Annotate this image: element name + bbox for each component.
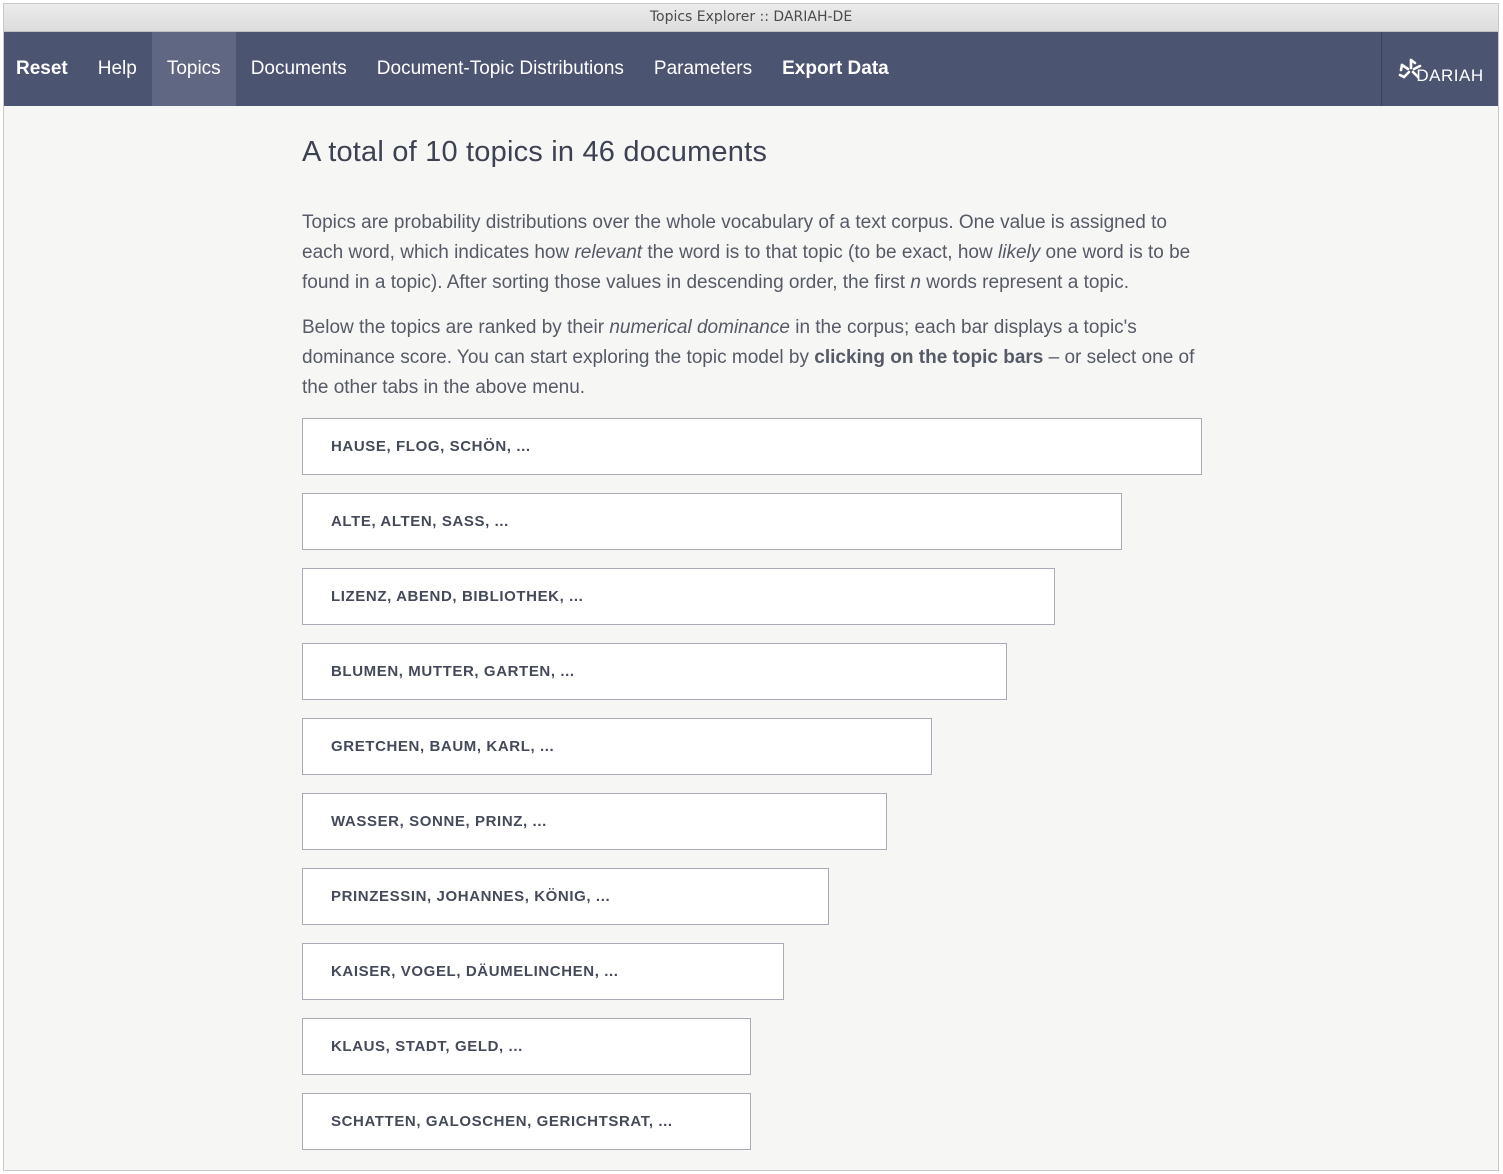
- page-title: A total of 10 topics in 46 documents: [302, 136, 768, 168]
- nav-topics[interactable]: Topics: [152, 32, 236, 106]
- topic-bar[interactable]: WASSER, SONNE, PRINZ, ...: [302, 793, 887, 850]
- topic-bar[interactable]: GRETCHEN, BAUM, KARL, ...: [302, 718, 932, 775]
- window-title: Topics Explorer :: DARIAH-DE: [4, 4, 1498, 32]
- topic-bar[interactable]: HAUSE, FLOG, SCHÖN, ...: [302, 418, 1202, 475]
- topic-bar[interactable]: LIZENZ, ABEND, BIBLIOTHEK, ...: [302, 568, 1055, 625]
- intro-paragraph-2: Below the topics are ranked by their numerical dominance in the corpus; each bar displays a topic's dominance score. You can start exploring the topic model by clicking on the topic bars – or select one of the other tabs in the above menu.: [302, 317, 1195, 398]
- nav-reset[interactable]: Reset: [16, 58, 68, 79]
- topic-bar[interactable]: KLAUS, STADT, GELD, ...: [302, 1018, 751, 1075]
- main-content: [302, 132, 1202, 1168]
- topic-bar[interactable]: KAISER, VOGEL, DÄUMELINCHEN, ...: [302, 943, 784, 1000]
- browser-window: [3, 3, 1499, 1171]
- nav-export-data[interactable]: Export Data: [782, 58, 889, 79]
- topic-bar[interactable]: ALTE, ALTEN, SASS, ...: [302, 493, 1122, 550]
- brand-logo[interactable]: [1381, 32, 1498, 106]
- nav-documents[interactable]: Documents: [250, 58, 347, 79]
- topic-bar-list: [302, 418, 1202, 1150]
- top-navbar: [4, 32, 1498, 106]
- brand-name: DARIAH: [1416, 66, 1484, 85]
- nav-document-topic-distributions[interactable]: Document-Topic Distributions: [376, 58, 624, 79]
- nav-help[interactable]: Help: [97, 58, 137, 79]
- topic-bar[interactable]: PRINZESSIN, JOHANNES, KÖNIG, ...: [302, 868, 829, 925]
- nav-parameters[interactable]: Parameters: [653, 58, 753, 79]
- intro-paragraph-1: Topics are probability distributions over the whole vocabulary of a text corpus. One value is assigned to each word, which indicates how relevant the word is to that topic (to be exact, how likely one word is to be found in a topic). After sorting those values in descending order, the first n words represent a topic.: [302, 212, 1191, 293]
- topic-bar[interactable]: SCHATTEN, GALOSCHEN, GERICHTSRAT, ...: [302, 1093, 751, 1150]
- topic-bar[interactable]: BLUMEN, MUTTER, GARTEN, ...: [302, 643, 1007, 700]
